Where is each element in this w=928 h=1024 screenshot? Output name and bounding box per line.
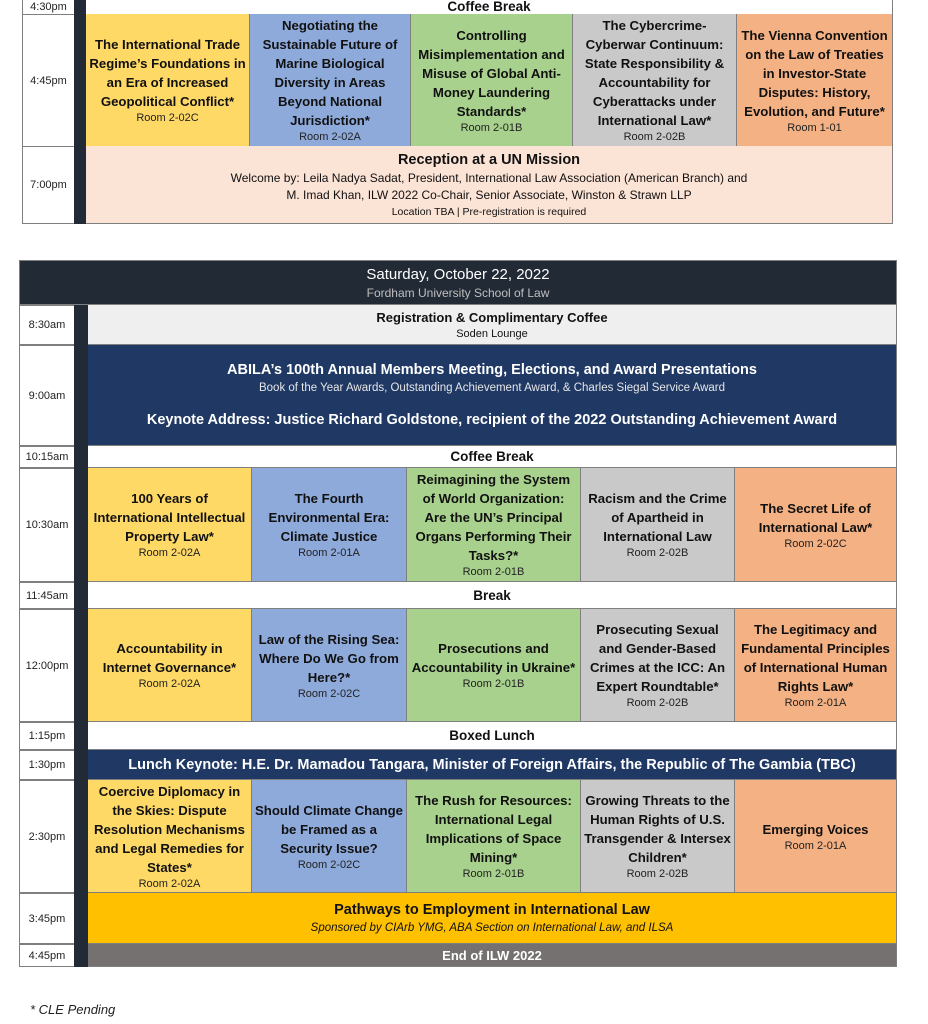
session-room: Room 2-02B <box>626 868 689 880</box>
session-card[interactable] <box>88 780 252 893</box>
time-label: 2:30pm <box>19 780 74 893</box>
registration-location: Soden Lounge <box>456 327 528 340</box>
pathways-sponsors: Sponsored by CIArb YMG, ABA Section on International Law, and ILSA <box>310 922 674 934</box>
end-row <box>88 944 897 967</box>
table-spine <box>74 0 86 224</box>
session-title: Prosecutions and Accountability in Ukraine* <box>411 641 576 675</box>
session-card[interactable] <box>735 609 897 722</box>
time-label: 9:00am <box>19 345 74 446</box>
session-card[interactable] <box>411 14 573 147</box>
day-date: Saturday, October 22, 2022 <box>366 265 550 283</box>
members-meeting-row <box>88 345 897 446</box>
session-title: Emerging Voices <box>762 821 869 837</box>
session-title: The International Trade Regime’s Foundations in an Era of Increased Geopolitical Conflict* <box>89 37 246 109</box>
session-card[interactable] <box>735 468 897 582</box>
session-title: Prosecuting Sexual and Gender-Based Crimes at the ICC: An Expert Roundtable* <box>589 622 726 694</box>
session-card[interactable] <box>88 468 252 582</box>
session-title: Reimagining the System of World Organization: Are the UN’s Principal Organs Performing Their Tasks?* <box>415 472 572 563</box>
day-header <box>19 260 897 305</box>
reception-welcome-line2: M. Imad Khan, ILW 2022 Co-Chair, Senior Associate, Winston & Strawn LLP <box>286 187 692 202</box>
session-room: Room 2-01B <box>462 566 525 578</box>
session-title: Coercive Diplomacy in the Skies: Dispute Resolution Mechanisms and Legal Remedies for States* <box>94 783 245 875</box>
time-label: 4:45pm <box>22 14 74 147</box>
pathways-title: Pathways to Employment in International Law <box>334 902 650 918</box>
reception-location-note: Location TBA | Pre-registration is required <box>391 205 587 218</box>
session-card[interactable] <box>581 609 735 722</box>
coffee-break-label: Coffee Break <box>447 0 531 14</box>
session-title: Growing Threats to the Human Rights of U.S. Transgender & Intersex Children* <box>584 793 731 865</box>
boxed-lunch-label: Boxed Lunch <box>449 728 535 743</box>
session-room: Room 2-02C <box>297 687 361 700</box>
time-label: 3:45pm <box>19 893 74 944</box>
session-title: The Legitimacy and Fundamental Principles of International Human Rights Law* <box>741 622 890 694</box>
session-room: Room 2-01A <box>784 697 847 709</box>
session-room: Room 2-01B <box>462 678 525 690</box>
time-label: 4:30pm <box>22 0 74 15</box>
session-room: Room 2-01B <box>460 121 523 134</box>
coffee-break-row <box>88 446 897 468</box>
session-card[interactable] <box>252 780 407 893</box>
session-title: 100 Years of International Intellectual Property Law* <box>93 491 246 544</box>
session-room: Room 2-01A <box>298 547 360 559</box>
session-card[interactable] <box>581 780 735 893</box>
session-room: Room 2-01A <box>784 839 847 852</box>
reception-welcome-line1: Welcome by: Leila Nadya Sadat, President, International Law Association (American Branch) and <box>230 170 748 185</box>
session-card[interactable] <box>407 780 581 893</box>
lunch-keynote-row <box>88 750 897 780</box>
session-room: Room 2-02A <box>138 547 201 559</box>
session-title: Negotiating the Sustainable Future of Marine Biological Diversity in Areas Beyond National Jurisdiction* <box>262 18 398 128</box>
boxed-lunch-row <box>88 722 897 750</box>
session-room: Room 2-02B <box>626 547 689 559</box>
session-title: The Secret Life of International Law* <box>758 500 873 535</box>
lunch-keynote-label: Lunch Keynote: H.E. Dr. Mamadou Tangara, Minister of Foreign Affairs, the Republic of The Gambia (TBC) <box>128 756 856 773</box>
session-title: Law of the Rising Sea: Where Do We Go from Here?* <box>258 631 400 685</box>
session-card[interactable] <box>252 468 407 582</box>
end-label: End of ILW 2022 <box>442 947 542 963</box>
session-card[interactable] <box>407 609 581 722</box>
session-title: Accountability in Internet Governance* <box>102 641 237 675</box>
session-room: Room 2-02B <box>623 131 686 143</box>
members-meeting-title: ABILA’s 100th Annual Members Meeting, Elections, and Award Presentations <box>227 362 757 378</box>
session-card[interactable] <box>735 780 897 893</box>
session-room: Room 2-01B <box>462 868 525 880</box>
session-room: Room 2-02C <box>136 112 199 124</box>
time-label: 12:00pm <box>19 609 74 722</box>
session-room: Room 2-02A <box>138 877 201 890</box>
time-label: 1:15pm <box>19 722 74 750</box>
session-card[interactable] <box>573 14 737 147</box>
session-room: Room 1-01 <box>787 121 842 134</box>
cle-footnote: * CLE Pending <box>30 1002 116 1017</box>
coffee-break-row <box>86 0 893 15</box>
session-title: Racism and the Crime of Apartheid in International Law <box>588 491 727 544</box>
time-label: 11:45am <box>19 582 74 609</box>
session-room: Room 2-02A <box>138 678 201 690</box>
session-title: Should Climate Change be Framed as a Security Issue? <box>255 802 404 856</box>
time-label: 10:15am <box>19 446 74 468</box>
session-card[interactable] <box>737 14 893 147</box>
time-label: 1:30pm <box>19 750 74 780</box>
time-label: 4:45pm <box>19 944 74 967</box>
keynote-address: Keynote Address: Justice Richard Goldstone, recipient of the 2022 Outstanding Achievement Award <box>146 412 838 428</box>
session-room: Room 2-02B <box>626 697 689 709</box>
coffee-break-label: Coffee Break <box>450 449 534 464</box>
session-room: Room 2-02C <box>784 537 847 550</box>
reception-title: Reception at a UN Mission <box>397 151 581 168</box>
registration-title: Registration & Complimentary Coffee <box>376 309 608 325</box>
time-label: 8:30am <box>19 305 74 345</box>
day-venue: Fordham University School of Law <box>366 285 550 300</box>
table-spine <box>74 305 88 967</box>
session-title: The Rush for Resources: International Legal Implications of Space Mining* <box>415 793 572 865</box>
registration-row <box>88 305 897 345</box>
session-card[interactable] <box>581 468 735 582</box>
break-label: Break <box>473 587 511 603</box>
break-row <box>88 582 897 609</box>
session-card[interactable] <box>86 14 250 147</box>
session-room: Room 2-02A <box>299 131 361 143</box>
session-room: Room 2-02C <box>297 858 361 871</box>
reception-row <box>86 146 893 224</box>
time-label: 7:00pm <box>22 146 74 224</box>
session-title: Controlling Misimplementation and Misuse of Global Anti-Money Laundering Standards* <box>418 27 565 119</box>
session-title: The Fourth Environmental Era: Climate Justice <box>268 491 390 544</box>
session-card[interactable] <box>252 609 407 722</box>
time-label: 10:30am <box>19 468 74 582</box>
session-card[interactable] <box>250 14 411 147</box>
session-card[interactable] <box>88 609 252 722</box>
session-title: The Vienna Convention on the Law of Treaties in Investor-State Disputes: History, Evolution, and Future* <box>741 27 888 119</box>
members-meeting-awards: Book of the Year Awards, Outstanding Achievement Award, & Charles Siegal Service Award <box>258 382 726 394</box>
session-card[interactable] <box>407 468 581 582</box>
pathways-row <box>88 893 897 944</box>
session-title: The Cybercrime-Cyberwar Continuum: State Responsibility & Accountability for Cyberattacks under International Law* <box>584 18 725 128</box>
